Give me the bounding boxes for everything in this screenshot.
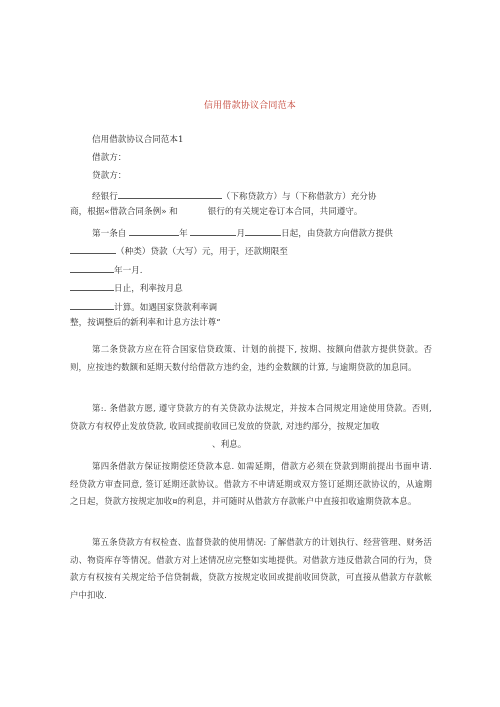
- para1-mid: （下称贷款方）与（下称借款方）充分协: [221, 192, 377, 202]
- art1-part-e: （种类）贷款（大写）元，用于，还款期限至: [116, 247, 288, 257]
- blank-field: [129, 226, 179, 236]
- art1-part-h: 计算。如遇国家贷款利率调: [114, 303, 218, 313]
- art1-part-b: 年: [179, 229, 188, 239]
- para1-line2: [70, 207, 362, 218]
- blank-field: [118, 189, 222, 199]
- blank-field: [190, 226, 236, 236]
- art1-line1: [92, 226, 393, 240]
- blank-field: [245, 226, 281, 236]
- art1-line5: [70, 300, 217, 314]
- article-4: 第四条借款方保证按期偿还贷款本息. 如需延期，借款方必须在贷款到期前提出书面申请. 经贷款方审查同意, 签订延期还款协议。借款方不申请延期或双方签订延期还款协议的，从逾期之日起，贷款方按规定加收¤的利息，并可随时从借款方存款帐户中直接扣收逾期贷款本息。: [70, 461, 432, 506]
- art1-part-d: 日起，由贷款方向借款方提供: [281, 229, 393, 239]
- art1-line4: [70, 281, 183, 295]
- para1-line2-b: 银行的有关规定卷订本合同，共同遵守。: [207, 207, 363, 217]
- para1-prefix: 经银行: [92, 192, 118, 202]
- blank-field: [70, 263, 114, 273]
- para1-line2-a: 商，根据«借款合同条例» 和: [70, 207, 178, 217]
- borrower-label: 借款方：: [92, 153, 127, 163]
- document-title: 信用借款协议合同范本: [203, 101, 296, 111]
- art1-line6: 整，按调整后的新利率和计息方法计尊“: [70, 318, 221, 328]
- article-3: 第:. 条借款方愿, 遵守贷款方的有关贷款办法规定，并按本合同规定用途使用贷款。否则, 贷款方有权停止发放贷款, 收回或提前收回已发放的贷款, 对违约部分，按规定加收: [70, 403, 432, 431]
- blank-field: [70, 244, 116, 254]
- art1-line3: [70, 263, 143, 277]
- blank-field: [70, 300, 114, 310]
- art1-part-g: 日止，利率按月息: [114, 284, 183, 294]
- blank-field: [70, 281, 114, 291]
- para1-line1: [92, 189, 377, 203]
- art1-line2: [70, 244, 288, 258]
- article-2: 第二条贷款方应在符合国家信贷政策、计划的前提下, 按期、按额向借款方提供贷款。否则，应按违约数额和延期天数付给借款方违约金，违约金数额的计算, 与逾期贷款的加息同。: [70, 344, 432, 372]
- article-5: 第五条贷款方有权检查、监督贷款的使用情况: 了解借款方的计划执行、经营管理、财务活动、物资库存等情况。借款方对上述情况应完整如实地提供。对借款方违反借款合同的行为，贷款方有权按有关规定给予信贷制裁，贷款方按规定收回或提前收回贷款，可直接从借款方存款帐户中扣收.: [70, 537, 432, 600]
- art1-part-f: 年一月.: [114, 266, 143, 276]
- lender-label: 贷款方：: [92, 171, 127, 181]
- art1-part-c: 月: [236, 229, 246, 239]
- article-3-end: 、利息。: [212, 440, 247, 450]
- contract-subtitle: 信用借款协议合同范本1: [92, 135, 184, 145]
- art1-part-a: 第一条自: [92, 229, 127, 239]
